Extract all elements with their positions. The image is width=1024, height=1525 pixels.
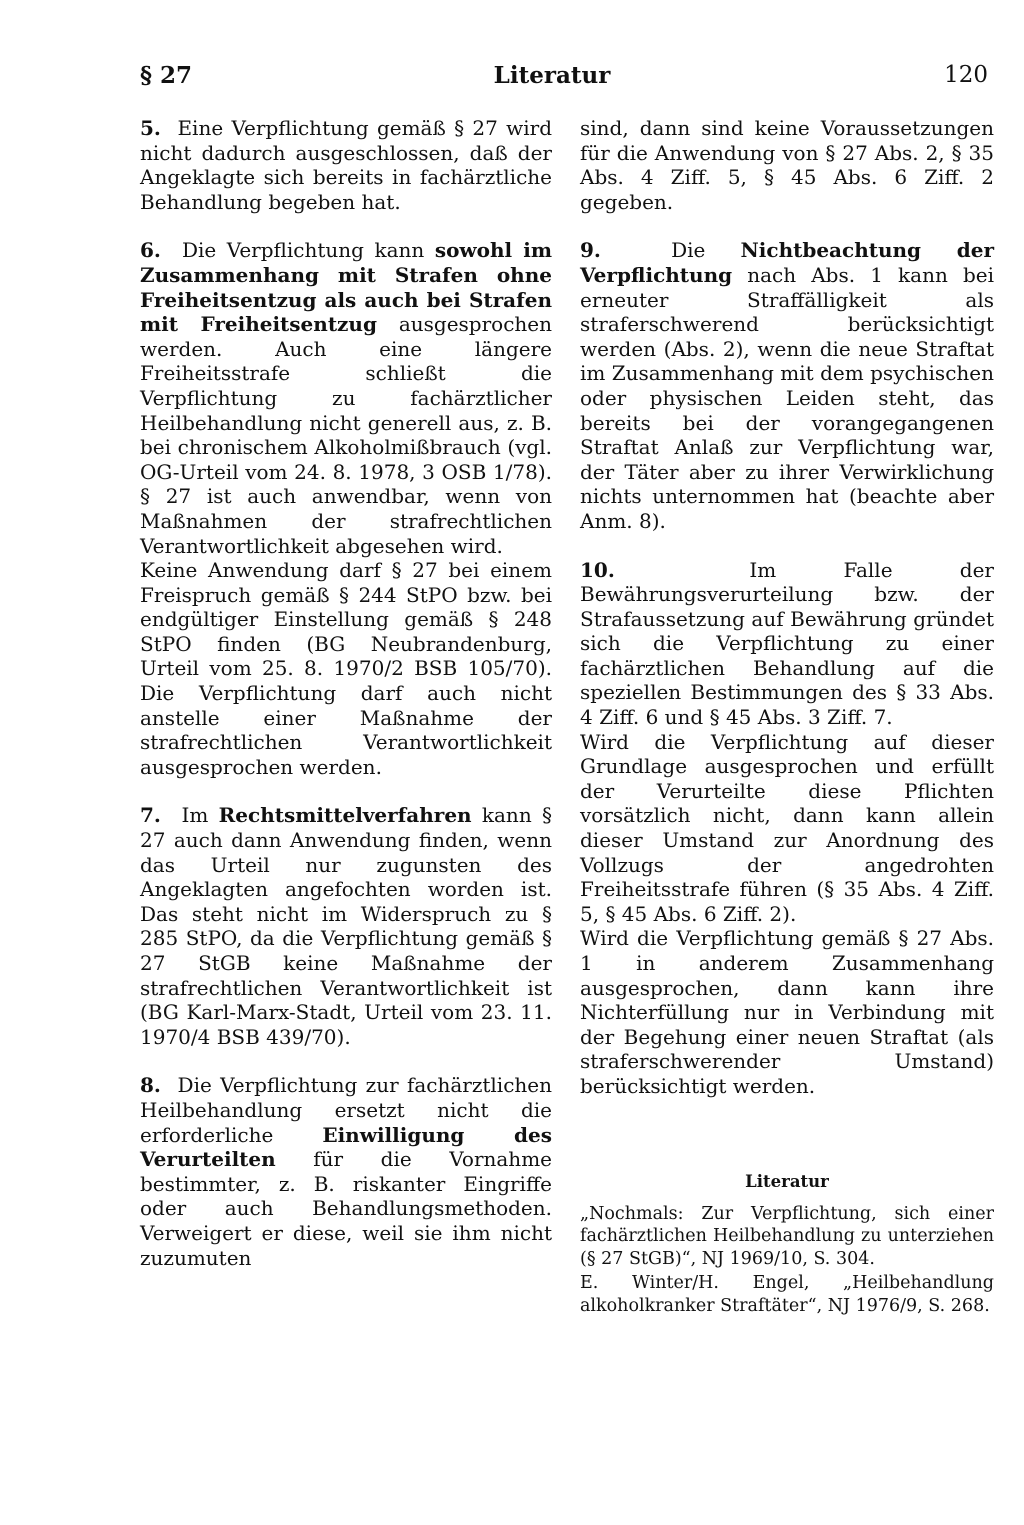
literature-item: E. Winter/H. Engel, „Heilbehandlung alkoholkranker Straftäter“, NJ 1976/9, S. 268.	[580, 1273, 994, 1316]
paragraph-7	[140, 803, 552, 1049]
paragraph-number: 5.	[140, 116, 161, 140]
literature-item: „Nochmals: Zur Verpflichtung, sich einer fachärztlichen Heilbehandlung zu unterziehen (§ 27 StGB)“, NJ 1969/10, S. 304.	[580, 1203, 994, 1269]
emphasis-text: sowohl im Zusammenhang mit Strafen ohne Freiheitsentzug als auch bei Strafen mit Freiheitsentzug	[140, 238, 552, 337]
paragraph-text: Eine Verpflichtung gemäß § 27 wird nicht dadurch ausgeschlossen, daß der Angeklagte sich bereits in fachärztliche Behandlung begeben hat.	[140, 116, 552, 214]
page-number: 120	[944, 62, 988, 88]
paragraph-text: kann § 27 auch dann Anwendung finden, wenn das Urteil nur zugunsten des Angeklagten angefochten worden ist. Das steht nicht im Widerspruch zu § 285 StPO, da die Verpflichtung gemäß § 27 StGB keine Maßnahme der strafrechtlichen Verantwortlichkeit ist (BG Karl-Marx-Stadt, Urteil vom 23. 11. 1970/4 BSB 439/70).	[140, 803, 552, 1049]
right-column	[580, 116, 994, 1319]
paragraph-number: 10.	[580, 557, 615, 582]
paragraph-6-continued: Keine Anwendung darf § 27 bei einem Freispruch gemäß § 244 StPO bzw. bei endgültiger Einstellung gemäß § 248 StPO finden (BG Neubrandenburg, Urteil vom 25. 8. 1970/2 BSB 105/70). Die Verpflichtung darf auch nicht anstelle einer Maßnahme der strafrechtlichen Verantwortlichkeit ausgesprochen werden.	[140, 558, 552, 779]
paragraph-8-continued: sind, dann sind keine Voraussetzungen für die Anwendung von § 27 Abs. 2, § 35 Abs. 4 Ziff. 5, § 45 Abs. 6 Ziff. 2 gegeben.	[580, 116, 994, 214]
emphasis-text: Einwilligung des Verurteilten	[140, 1122, 552, 1172]
paragraph-text: Im Falle der Bewährungsverurteilung bzw. der Strafaussetzung auf Bewährung gründet sich die Verpflichtung zu einer fachärztlichen Behandlung auf die speziellen Bestimmungen des § 33 Abs. 4 Ziff. 6 und § 45 Abs. 3 Ziff. 7.	[580, 557, 994, 730]
section-number: § 27	[140, 62, 193, 89]
literature-heading: Literatur	[745, 1171, 829, 1191]
paragraph-10-continued: Wird die Verpflichtung gemäß § 27 Abs. 1 in anderem Zusammenhang ausgesprochen, dann kann ihre Nichterfüllung nur in Verbindung mit der Begehung einer neuen Straftat (als straferschwerender Umstand) berücksichtigt werden.	[580, 926, 994, 1098]
emphasis-text: Nichtbeachtung der Verpflichtung	[580, 238, 995, 287]
paragraph-number: 6.	[140, 238, 161, 263]
paragraph-8	[140, 1073, 552, 1270]
paragraph-text: nach Abs. 1 kann bei erneuter Straffälligkeit als straferschwerend berücksichtigt werden (Abs. 2), wenn die neue Straftat im Zusammenhang mit dem psychischen oder physischen Leiden steht, das bereits bei der vorangegangenen Straftat Anlaß zur Verpflichtung war, der Täter aber zu ihrer Verwirklichung nichts unternommen hat (beachte aber Anm. 8).	[580, 262, 994, 533]
paragraph-5	[140, 116, 552, 214]
paragraph-text: Die Verpflichtung zur fachärztlichen Heilbehandlung ersetzt nicht die erforderliche	[140, 1073, 553, 1147]
paragraph-text: Im	[181, 803, 219, 828]
paragraph-6	[140, 238, 552, 558]
paragraph-text: Die Verpflichtung kann	[181, 238, 435, 263]
paragraph-10-continued: Wird die Verpflichtung auf dieser Grundlage ausgesprochen und erfüllt der Verurteilte diese Pflichten vorsätzlich nicht, dann kann allein dieser Umstand zur Anordnung des Vollzugs der angedrohten Freiheitsstrafe führen (§ 35 Abs. 4 Ziff. 5, § 45 Abs. 6 Ziff. 2).	[580, 729, 994, 926]
paragraph-text: für die Vornahme bestimmter, z. B. riskanter Eingriffe oder auch Behandlungsmethoden. Verweigert er diese, weil sie ihm nicht zuzumuten	[140, 1147, 552, 1270]
paragraph-number: 8.	[140, 1073, 161, 1098]
paragraph-number: 9.	[580, 238, 601, 263]
left-column	[140, 116, 552, 1270]
running-title: Literatur	[493, 62, 611, 89]
paragraph-text: Die	[671, 238, 741, 263]
paragraph-text: ausgesprochen werden. Auch eine längere Freiheitsstrafe schließt die Verpflichtung zu fachärztlicher Heilbehandlung nicht generell aus, z. B. bei chronischem Alkoholmißbrauch (vgl. OG-Urteil vom 24. 8. 1978, 3 OSB 1/78). § 27 ist auch anwendbar, wenn von Maßnahmen der strafrechtlichen Verantwortlichkeit abgesehen wird.	[140, 312, 553, 558]
emphasis-text: Rechtsmittelverfahren	[218, 803, 472, 828]
paragraph-10	[580, 558, 994, 730]
paragraph-9	[580, 238, 994, 533]
paragraph-number: 7.	[140, 803, 161, 828]
